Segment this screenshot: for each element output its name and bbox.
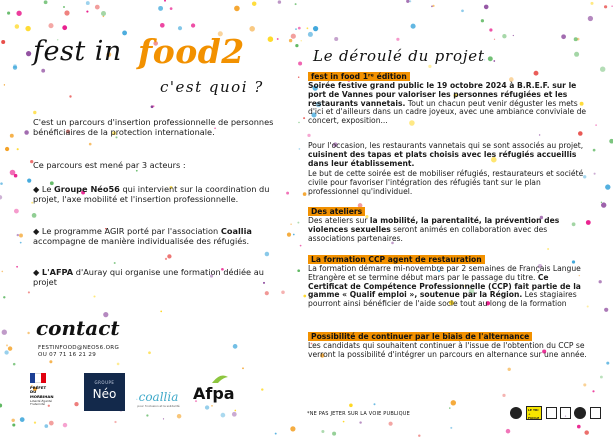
- occasion-paragraph: Pour l'occasion, les restaurants vannetais qui se sont associés au projet, cuisinent des tapas et plats choisis avec les réfugiés accueillis dans leur établissement.: [308, 141, 584, 168]
- section-heading-alternance: Possibilité de continuer par le biais de l'alternance: [308, 332, 532, 341]
- confetti-dot: [13, 363, 16, 366]
- confetti-dot: [461, 9, 464, 12]
- confetti-dot: [165, 258, 167, 260]
- contact-email[interactable]: FESTINFOOD@NEO56.ORG: [38, 345, 120, 351]
- confetti-dot: [343, 421, 345, 423]
- confetti-dot: [6, 344, 8, 346]
- confetti-dot: [148, 351, 151, 354]
- confetti-dot: [178, 26, 182, 30]
- confetti-dot: [17, 234, 19, 236]
- confetti-dot: [290, 426, 295, 431]
- confetti-dot: [101, 11, 106, 16]
- confetti-dot: [146, 414, 148, 416]
- confetti-dot: [588, 16, 593, 21]
- confetti-dot: [286, 192, 289, 195]
- confetti-dot: [428, 65, 431, 68]
- confetti-dot: [488, 56, 493, 61]
- confetti-dot: [481, 19, 484, 22]
- confetti-dot: [164, 0, 166, 2]
- confetti-dot: [205, 405, 209, 409]
- confetti-dot: [547, 248, 549, 250]
- confetti-dot: [278, 0, 281, 3]
- confetti-dot: [8, 346, 12, 350]
- ateliers-paragraph: Des ateliers sur la mobilité, la parentalité, la prévention des violences sexuelles seront animés en collaboration avec des associations partenaires.: [308, 216, 560, 243]
- confetti-dot: [406, 0, 409, 3]
- confetti-dot: [599, 280, 602, 283]
- confetti-dot: [601, 202, 606, 207]
- coallia-logo: coallia pour l'inclusion et la solidarité: [137, 390, 180, 408]
- confetti-dot: [287, 233, 291, 237]
- confetti-dot: [249, 26, 255, 32]
- confetti-dot: [275, 433, 277, 435]
- confetti-dot: [593, 149, 596, 152]
- confetti-dot: [3, 296, 5, 298]
- goal-paragraph: Le but de cette soirée est de mobiliser réfugiés, restaurateurs et société civile pour favoriser l'intégration des réfugiés tant sur le plan professionnel qu'individuel.: [308, 169, 584, 196]
- contact-phone[interactable]: OU 07 71 16 21 29: [38, 352, 97, 358]
- confetti-dot: [609, 139, 613, 144]
- confetti-dot: [15, 24, 19, 28]
- french-flag-icon: [30, 373, 46, 383]
- confetti-dot: [606, 362, 609, 365]
- confetti-dot: [89, 143, 92, 146]
- confetti-dot: [64, 10, 69, 15]
- afpa-logo: Afpa: [193, 384, 235, 403]
- confetti-dot: [291, 34, 296, 39]
- confetti-dot: [539, 134, 540, 135]
- confetti-dot: [122, 30, 127, 35]
- confetti-dot: [20, 242, 22, 244]
- confetti-dot: [308, 32, 313, 37]
- actor-coallia: ◆ Le programme AGIR porté par l'association Coallia accompagne de manière individualisée des réfugiés.: [33, 226, 252, 247]
- confetti-dot: [449, 407, 450, 408]
- recycle-circle-icon: [510, 407, 522, 419]
- confetti-dot: [49, 360, 52, 363]
- confetti-dot: [396, 38, 399, 41]
- confetti-dot: [493, 60, 495, 62]
- confetti-dot: [594, 173, 596, 175]
- confetti-dot: [600, 376, 603, 379]
- confetti-dot: [160, 23, 165, 28]
- confetti-dot: [502, 394, 505, 397]
- confetti-dot: [5, 147, 9, 151]
- confetti-dot: [221, 413, 226, 418]
- confetti-dot: [242, 367, 244, 369]
- confetti-dot: [114, 421, 116, 423]
- formation-paragraph: La formation démarre mi-novembre par 2 semaines de Français Langue Etrangère et se termine début mars par le passage du titre. Ce Certificat de Compétence Professionnelle (CCP) fait partie de la gamme « Qualif emploi », soutenue par la Région. Les stagiaires pourront ainsi bénéficier de l'aide socle tout au long de la formation: [308, 264, 581, 309]
- prefet-morbihan-logo: PRÉFET DU MORBIHAN Liberté Égalité Fraternité: [30, 373, 58, 407]
- confetti-dot: [0, 182, 3, 185]
- confetti-dot: [295, 3, 297, 5]
- confetti-dot: [234, 410, 236, 412]
- confetti-dot: [590, 2, 593, 5]
- confetti-dot: [252, 1, 257, 6]
- confetti-dot: [295, 28, 297, 30]
- confetti-dot: [1, 40, 5, 44]
- confetti-dot: [114, 262, 116, 264]
- confetti-dot: [1, 271, 3, 273]
- edition-paragraph: Soirée festive grand public le 19 octobre 2024 à B.R.E.F. sur le port de Vannes pour valoriser les personnes réfugiées et les restaurants vannetais. Tout un chacun peut venir déguster les mets d'ici et d'ailleurs dans un cadre joyeux, avec une ambiance conviviale de concert, exposition...: [308, 81, 587, 126]
- confetti-dot: [268, 36, 274, 42]
- logo-subtitle: c'est quoi ?: [160, 78, 264, 96]
- confetti-dot: [14, 174, 18, 178]
- confetti-dot: [261, 388, 263, 390]
- confetti-dot: [167, 254, 171, 258]
- confetti-dot: [298, 62, 302, 66]
- confetti-dot: [170, 7, 173, 10]
- confetti-dot: [62, 25, 67, 30]
- bullet-icon: ◆: [33, 267, 40, 277]
- confetti-dot: [574, 37, 578, 41]
- confetti-dot: [303, 192, 307, 196]
- confetti-dot: [389, 422, 393, 426]
- confetti-dot: [484, 5, 489, 10]
- confetti-dot: [508, 368, 511, 371]
- confetti-dot: [307, 134, 310, 137]
- confetti-dot: [450, 427, 452, 429]
- confetti-dot: [513, 35, 514, 36]
- confetti-dot: [4, 84, 5, 85]
- confetti-dot: [11, 419, 14, 422]
- confetti-dot: [265, 252, 269, 256]
- confetti-dot: [20, 417, 25, 422]
- confetti-dot: [163, 418, 164, 419]
- confetti-dot: [24, 130, 29, 135]
- confetti-dot: [177, 414, 182, 419]
- confetti-dot: [93, 295, 95, 297]
- confetti-dot: [33, 111, 36, 114]
- confetti-dot: [605, 184, 610, 189]
- confetti-dot: [27, 332, 29, 334]
- triman-label: LE TRI + FACILE: [526, 406, 542, 420]
- confetti-dot: [295, 44, 298, 47]
- confetti-dot: [374, 403, 376, 405]
- confetti-dot: [489, 28, 492, 31]
- bullet-icon: ◆: [33, 226, 40, 236]
- confetti-dot: [86, 11, 88, 13]
- confetti-dot: [32, 213, 37, 218]
- confetti-dot: [28, 291, 30, 293]
- confetti-dot: [86, 1, 90, 5]
- confetti-dot: [303, 295, 306, 298]
- confetti-dot: [48, 23, 53, 28]
- confetti-dot: [34, 421, 36, 423]
- recycle-circle-icon: [574, 407, 586, 419]
- confetti-dot: [307, 27, 309, 29]
- confetti-dot: [63, 423, 67, 427]
- confetti-dot: [281, 291, 285, 295]
- confetti-dot: [158, 6, 163, 11]
- logo-fest-in: fest in: [33, 36, 122, 67]
- confetti-dot: [12, 423, 15, 426]
- confetti-dot: [297, 222, 299, 224]
- recycling-footnote: *NE PAS JETER SUR LA VOIE PUBLIQUE: [307, 411, 410, 417]
- actors-intro: Ce parcours est mené par 3 acteurs :: [33, 160, 186, 170]
- confetti-dot: [160, 311, 162, 313]
- sorting-info-icon: [590, 407, 601, 419]
- confetti-dot: [334, 37, 338, 41]
- confetti-dot: [211, 405, 212, 406]
- groupe-neo-logo: GROUPE Néo: [84, 373, 125, 411]
- confetti-dot: [299, 148, 301, 150]
- logo-food2: food2: [138, 32, 245, 71]
- confetti-dot: [561, 34, 566, 39]
- confetti-dot: [604, 308, 608, 312]
- confetti-dot: [277, 38, 279, 40]
- confetti-dot: [0, 195, 2, 199]
- confetti-dot: [44, 424, 48, 428]
- confetti-dot: [359, 421, 361, 423]
- confetti-dot: [74, 402, 78, 406]
- confetti-dot: [409, 0, 411, 2]
- confetti-dot: [313, 26, 318, 31]
- confetti-dot: [502, 34, 506, 38]
- confetti-dot: [7, 12, 10, 15]
- alternance-paragraph: Les candidats qui souhaitent continuer à l'issue de l'obtention du CCP se verront la possibilité d'intégrer un parcours en alternance sur une année.: [308, 341, 587, 359]
- project-steps-title: Le déroulé du projet: [313, 47, 485, 65]
- section-heading-ateliers: Des ateliers: [308, 207, 365, 216]
- actor-neo56: ◆ Le Groupe Néo56 qui intervient sur la coordination du projet, l'axe mobilité et l'insertion professionnelle.: [33, 184, 270, 205]
- confetti-dot: [16, 11, 21, 16]
- confetti-dot: [234, 6, 240, 12]
- confetti-dot: [95, 5, 100, 10]
- confetti-dot: [349, 404, 353, 408]
- confetti-dot: [506, 429, 511, 434]
- contact-heading: contact: [36, 316, 120, 340]
- triman-badges: [510, 405, 606, 423]
- confetti-dot: [577, 425, 581, 429]
- confetti-dot: [27, 179, 31, 183]
- confetti-dot: [534, 71, 539, 76]
- confetti-dot: [494, 39, 495, 40]
- confetti-dot: [604, 5, 607, 8]
- confetti-dot: [584, 430, 588, 434]
- confetti-dot: [411, 24, 416, 29]
- confetti-dot: [63, 6, 65, 8]
- confetti-dot: [13, 64, 17, 68]
- confetti-dot: [418, 434, 420, 436]
- confetti-dot: [16, 266, 18, 268]
- confetti-dot: [332, 432, 336, 436]
- confetti-dot: [600, 66, 605, 71]
- confetti-dot: [153, 105, 155, 107]
- intro-paragraph: C'est un parcours d'insertion professionnelle de personnes bénéficiaires de la protection internationale.: [33, 117, 274, 138]
- confetti-dot: [26, 51, 31, 56]
- confetti-dot: [41, 69, 45, 73]
- confetti-dot: [233, 344, 238, 349]
- confetti-dot: [69, 95, 71, 97]
- confetti-dot: [301, 40, 302, 41]
- confetti-dot: [574, 52, 579, 57]
- confetti-dot: [44, 0, 48, 4]
- confetti-dot: [289, 39, 292, 42]
- recycle-bin-icon: [560, 407, 571, 419]
- confetti-dot: [321, 430, 324, 433]
- confetti-dot: [431, 6, 433, 8]
- confetti-dot: [2, 330, 7, 335]
- confetti-dot: [298, 76, 299, 77]
- confetti-dot: [25, 26, 30, 31]
- confetti-dot: [451, 400, 456, 405]
- confetti-dot: [293, 234, 295, 236]
- confetti-dot: [191, 23, 195, 27]
- confetti-dot: [578, 131, 583, 136]
- confetti-dot: [300, 245, 302, 247]
- confetti-dot: [4, 350, 8, 354]
- confetti-dot: [303, 117, 305, 119]
- confetti-dot: [595, 124, 597, 126]
- confetti-dot: [49, 421, 54, 426]
- section-heading-formation: La formation CCP agent de restauration: [308, 255, 485, 264]
- confetti-dot: [290, 223, 292, 225]
- confetti-dot: [592, 390, 594, 392]
- section-heading-edition: fest in food 1ʳᵉ édition: [308, 72, 410, 81]
- confetti-dot: [19, 234, 23, 238]
- confetti-dot: [601, 202, 602, 203]
- bullet-icon: ◆: [33, 184, 40, 194]
- confetti-dot: [232, 412, 237, 417]
- confetti-dot: [583, 383, 586, 386]
- confetti-dot: [0, 403, 2, 407]
- paper-bin-icon: [546, 407, 557, 419]
- confetti-dot: [297, 269, 300, 272]
- confetti-dot: [298, 122, 299, 123]
- actor-afpa: ◆ L'AFPA d'Auray qui organise une formation dédiée au projet: [33, 267, 264, 288]
- confetti-dot: [265, 291, 269, 295]
- confetti-dot: [14, 209, 19, 214]
- confetti-dot: [17, 148, 19, 150]
- afpa-leaf-icon: [210, 374, 230, 384]
- confetti-dot: [117, 363, 120, 366]
- confetti-dot: [298, 27, 301, 30]
- confetti-dot: [10, 134, 14, 138]
